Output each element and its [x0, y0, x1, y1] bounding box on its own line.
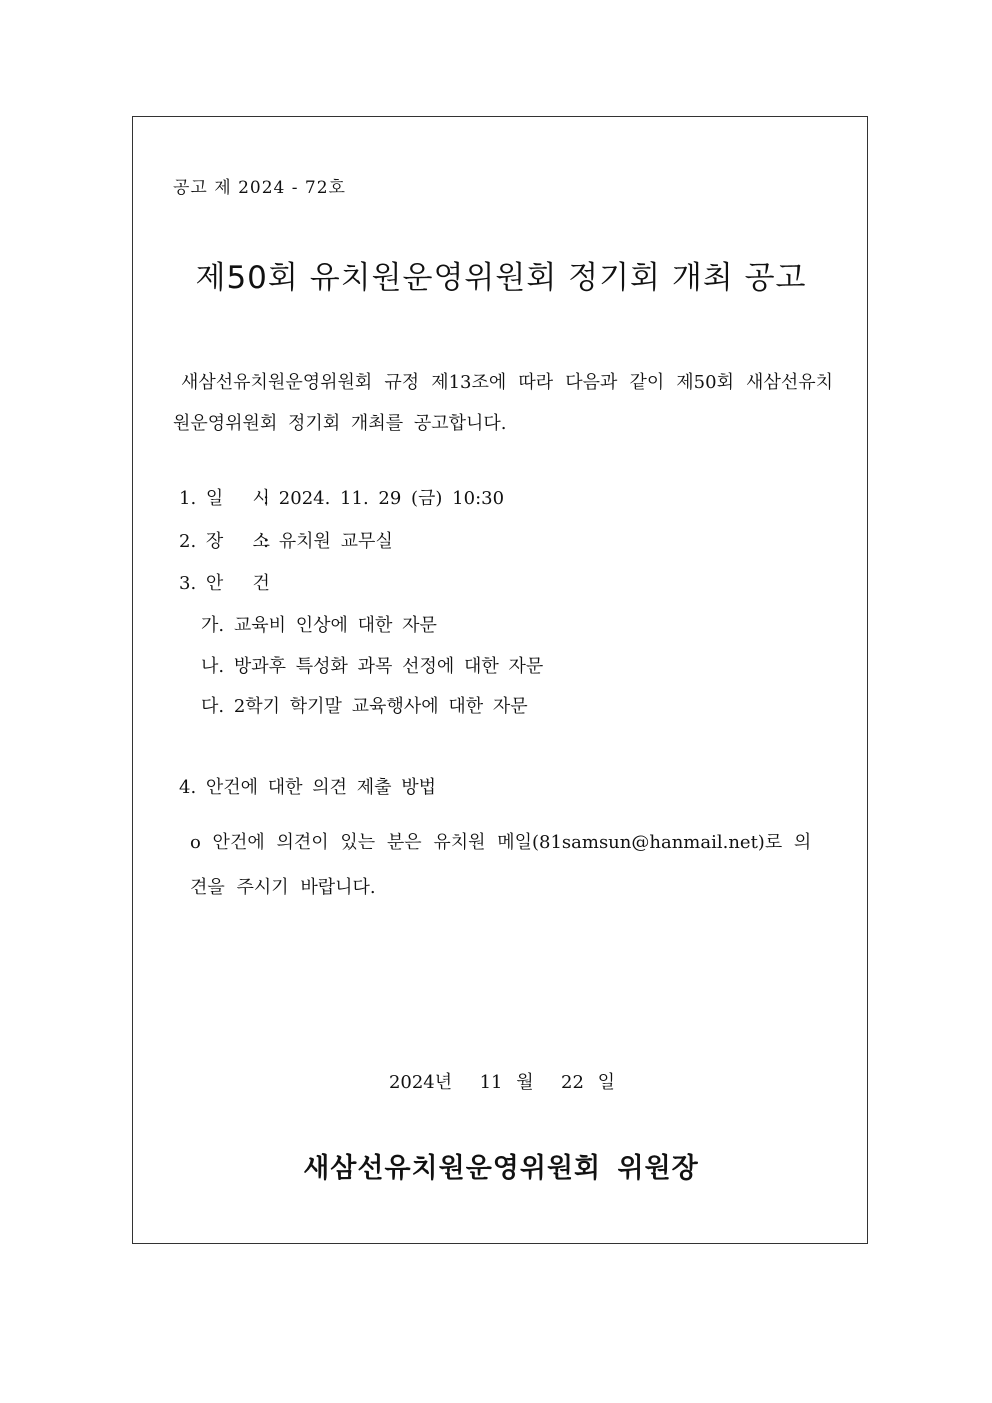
item-place	[179, 533, 393, 551]
item-place-label: 2. 장 소	[179, 531, 270, 552]
item-date-value: : 2024. 11. 29 (금) 10:30	[263, 488, 505, 509]
issue-date: 2024년 11 월 22 일	[388, 1072, 616, 1093]
opinion-instructions: o 안건에 의견이 있는 분은 유치원 메일(81samsun@hanmail.net)로 의견을 주시기 바랍니다.	[190, 832, 812, 898]
item-agenda-label: 3. 안 건	[179, 573, 270, 594]
intro-paragraph: 새삼선유치원운영위원회 규정 제13조에 따라 다음과 같이 제50회 새삼선유치원운영위원회 정기회 개최를 공고합니다.	[173, 372, 833, 434]
document-title: 제50회 유치원운영위원회 정기회 개최 공고	[195, 260, 807, 296]
item-date	[179, 490, 504, 508]
signer: 새삼선유치원운영위원회 위원장	[303, 1153, 699, 1184]
item-place-value: : 유치원 교무실	[263, 531, 393, 552]
agenda-item-2: 나. 방과후 특성화 과목 선정에 대한 자문	[201, 656, 544, 677]
item-opinion-label: 4. 안건에 대한 의견 제출 방법	[179, 777, 437, 798]
notice-number: 공고 제 2024 - 72호	[173, 178, 346, 198]
item-date-label: 1. 일 시	[179, 488, 270, 509]
agenda-item-1: 가. 교육비 인상에 대한 자문	[201, 615, 437, 636]
agenda-item-3: 다. 2학기 학기말 교육행사에 대한 자문	[201, 696, 528, 717]
